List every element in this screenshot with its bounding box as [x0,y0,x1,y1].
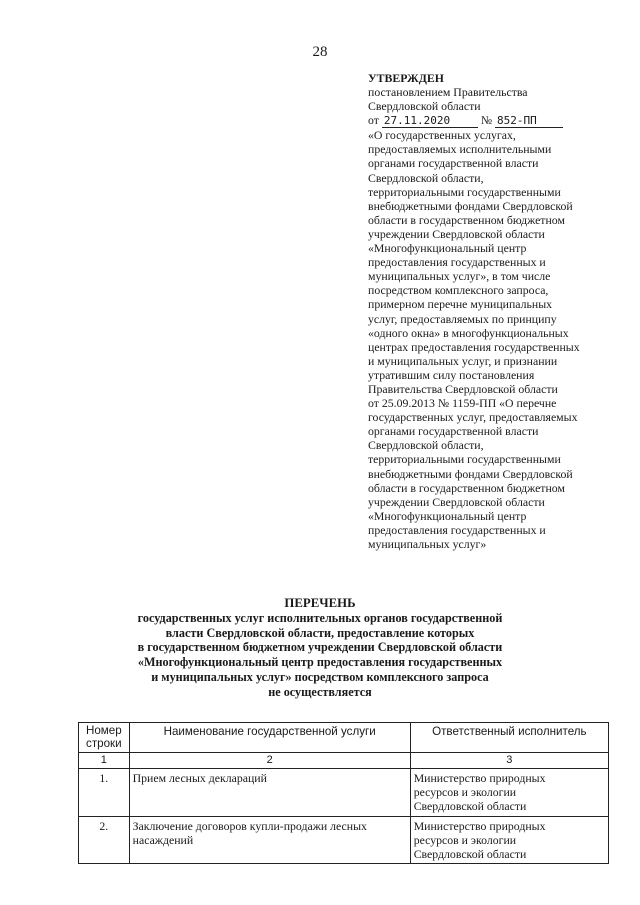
table-row [79,816,609,864]
list-subtitle-line: и муниципальных услуг» посредством комплексного запроса [151,669,489,684]
list-title: ПЕРЕЧЕНЬ [284,596,356,610]
decree-title-line: «одного окна» в многофункциональных [368,325,569,340]
page-number: 28 [312,44,328,60]
decree-title-line: внебюджетными фондами Свердловской [368,466,573,481]
header-executor: Ответственный исполнитель [410,723,608,753]
list-subtitle-line: государственных услуг исполнительных органов государственной [137,610,503,625]
decree-title-line: посредством комплексного запроса, [368,283,549,298]
executor-line: Министерство природных [413,818,546,833]
executor-line: Свердловской области [413,799,527,814]
list-subtitle-line: не осуществляется [268,684,372,699]
table-header-row [79,723,609,753]
executor-line: ресурсов и экологии [413,832,517,847]
list-subtitle-line: «Многофункциональный центр предоставления государственных [137,655,503,670]
executor-line: Свердловской области [413,847,527,862]
decree-number: 852-ПП [495,115,563,128]
row-number: 2. [79,816,130,864]
decree-title-line: предоставления государственных и [368,522,546,537]
decree-title-line: «Многофункциональный центр [368,508,527,523]
decree-title-line: утратившим силу постановления [368,367,535,382]
decree-title-line: области в государственном бюджетном [368,480,565,495]
decree-title-line: Свердловской области, [368,438,484,453]
executor-cell [410,816,608,864]
approved-label: УТВЕРЖДЕН [368,71,444,85]
decree-title-line: учреждении Свердловской области [368,494,545,509]
decree-title-line: услуг, предоставляемых по принципу [368,311,557,326]
approval-block [368,71,628,551]
decree-title-line: муниципальных услуг» [368,537,487,551]
header-service-name: Наименование государственной услуги [129,723,410,753]
decree-title-line: муниципальных услуг», в том числе [368,269,551,284]
decree-title-line: предоставления государственных и [368,255,546,270]
decree-title-line: центрах предоставления государственных [368,339,580,354]
executor-line: Министерство природных [413,771,546,785]
number-prefix: № [480,113,493,128]
decree-title-line: учреждении Свердловской области [368,226,545,241]
decree-title-line: органами государственной власти [368,424,539,439]
decree-title-line: внебюджетными фондами Свердловской [368,198,573,213]
decree-title-line: и муниципальных услуг, и признании [368,353,558,368]
decree-title-line: Свердловской области, [368,170,484,185]
decree-title-line: «Многофункциональный центр [368,241,527,256]
table-row [79,769,609,817]
executor-cell [410,769,608,817]
decree-title-line: от 25.09.2013 № 1159-ПП «О перечне [368,396,557,411]
approved-by-region: Свердловской области [368,99,481,114]
column-index: 2 [129,753,410,769]
column-index: 3 [410,753,608,769]
executor-line: ресурсов и экологии [413,785,517,800]
list-subtitle-line: власти Свердловской области, предоставление которых [165,625,475,640]
decree-title-line: территориальными государственными [368,184,561,199]
decree-date: 27.11.2020 [382,115,478,128]
service-name: Заключение договоров купли-продажи лесных насаждений [129,816,410,864]
header-number-line-2: строки [86,736,122,750]
decree-title-line: примерном перечне муниципальных [368,297,553,312]
row-number: 1. [79,769,130,817]
list-heading [96,596,544,700]
decree-title-line: государственных услуг, предоставляемых [368,410,578,425]
list-subtitle [96,611,544,700]
header-number [79,723,130,753]
column-index-row [79,753,609,769]
decree-title-line: органами государственной власти [368,156,539,171]
decree-title-line: Правительства Свердловской области [368,381,558,396]
decree-title-line: предоставляемых исполнительными [368,142,552,157]
services-table [78,722,609,864]
decree-title-line: области в государственном бюджетном [368,212,565,227]
column-index: 1 [79,753,130,769]
date-prefix: от [368,113,379,128]
decree-title-line: «О государственных услугах, [368,128,516,143]
decree-title [368,128,628,551]
service-name: Прием лесных деклараций [129,769,410,817]
approved-by-line: постановлением Правительства [368,85,528,100]
list-subtitle-line: в государственном бюджетном учреждении Свердловской области [137,640,503,655]
decree-title-line: территориальными государственными [368,452,561,467]
decree-date-number [368,113,628,128]
header-number-line-1: Номер [85,724,122,737]
